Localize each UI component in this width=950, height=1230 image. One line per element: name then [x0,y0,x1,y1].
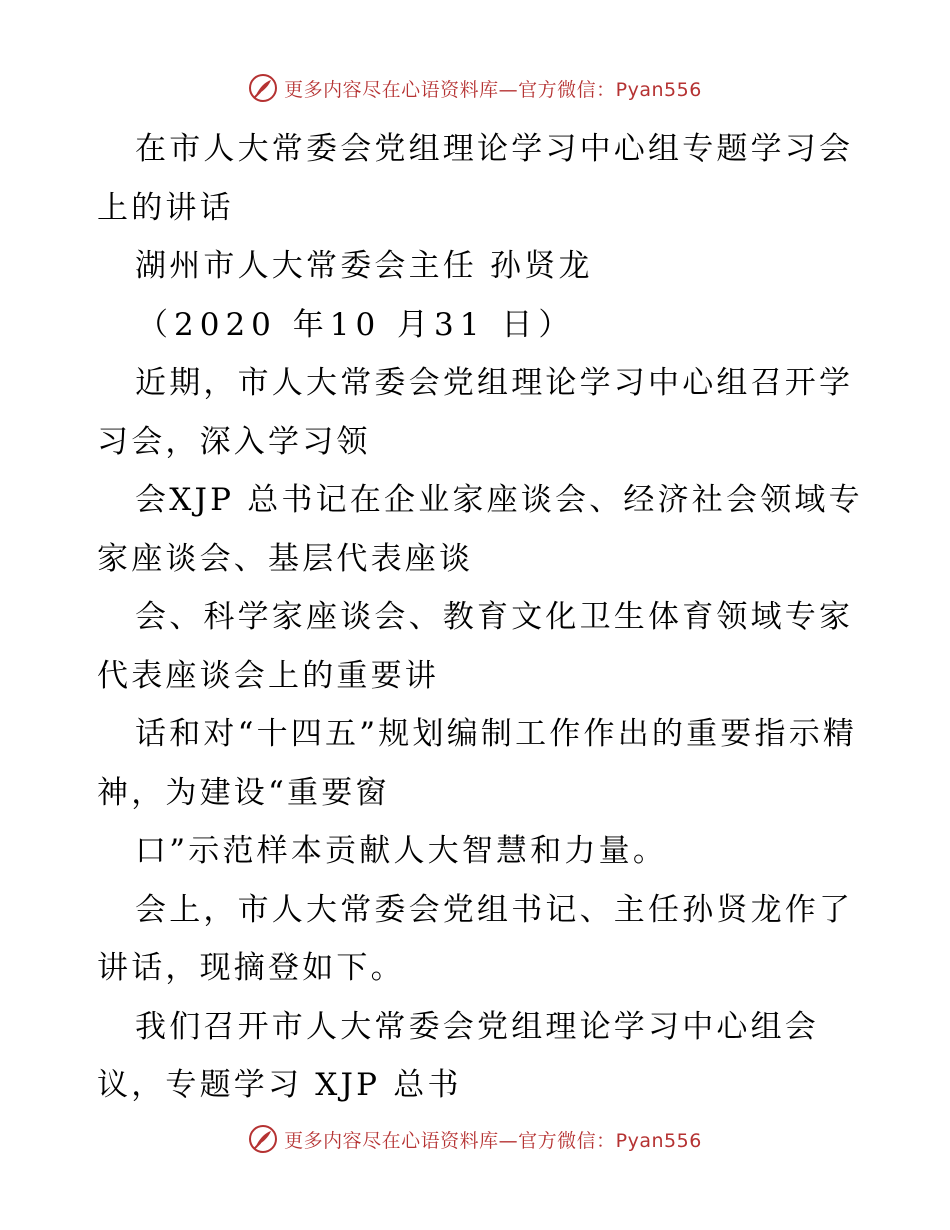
document-body [97,120,867,1115]
paragraph: 话和对“十四五”规划编制工作作出的重要指示精神，为建设“重要窗 [97,716,858,811]
paragraph: 近期，市人大常委会党组理论学习中心组召开学习会，深入学习领 [97,365,854,460]
watermark-footer [0,1124,950,1154]
paragraph: 会XJP 总书记在企业家座谈会、经济社会领域专家座谈会、基层代表座谈 [97,482,863,577]
document-author: 湖州市人大常委会主任 孙贤龙 [135,248,593,284]
document-title: 在市人大常委会党组理论学习中心组专题学习会上的讲话 [97,131,854,226]
paragraph: 会、科学家座谈会、教育文化卫生体育领域专家代表座谈会上的重要讲 [97,599,854,694]
document-date: （2020 年10 月31 日） [137,306,576,343]
feather-pen-logo-icon [248,1124,278,1154]
watermark-text: 更多内容尽在心语资料库—官方微信：Pyan556 [284,78,702,101]
paragraph: 我们召开市人大常委会党组理论学习中心组会议，专题学习 XJP 总书 [97,1008,819,1103]
watermark-text: 更多内容尽在心语资料库—官方微信：Pyan556 [284,1129,702,1152]
paragraph: 会上，市人大常委会党组书记、主任孙贤龙作了讲话，现摘登如下。 [97,891,854,986]
paragraph: 口”示范样本贡献人大智慧和力量。 [135,833,668,869]
watermark-header [0,73,950,103]
feather-pen-logo-icon [248,73,278,103]
